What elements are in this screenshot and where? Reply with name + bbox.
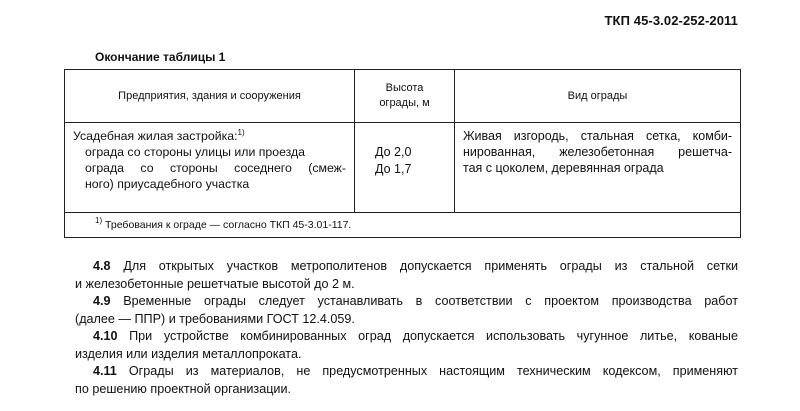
document-code: ТКП 45-3.02-252-2011 bbox=[604, 13, 738, 28]
header-fence-type: Вид ограды bbox=[455, 70, 741, 123]
clause-text: Временные ограды следует устанавливать в соответствии с проектом производства работ bbox=[123, 294, 739, 308]
footnote-mark: 1) bbox=[95, 216, 103, 225]
table-caption: Окончание таблицы 1 bbox=[95, 50, 226, 64]
fence-type-line1: Живая изгородь, стальная сетка, комби- bbox=[463, 129, 732, 143]
clause-4-8 bbox=[75, 258, 738, 293]
table-footnote bbox=[65, 213, 741, 238]
clause-number: 4.10 bbox=[93, 329, 118, 343]
table-header-row bbox=[65, 70, 741, 123]
clause-4-11-line1 bbox=[75, 363, 738, 381]
fence-table bbox=[64, 69, 740, 238]
clause-4-11-cont: по решению проектной организации. bbox=[75, 381, 291, 396]
row-neighbor-fence-cont: ного) приусадебного участка bbox=[85, 177, 250, 191]
clause-4-8-line1 bbox=[75, 258, 738, 276]
clause-number: 4.11 bbox=[93, 364, 117, 378]
table-footnote-row bbox=[65, 213, 741, 238]
height-neighbor: До 1,7 bbox=[375, 162, 412, 176]
clause-text: Для открытых участков метрополитенов допускается применять ограды из стальной сетки bbox=[123, 259, 739, 273]
header-height-line1: Высота bbox=[385, 82, 424, 94]
clause-4-9-cont: (далее — ППР) и требованиями ГОСТ 12.4.059. bbox=[75, 311, 355, 326]
clause-4-10 bbox=[75, 328, 738, 363]
clause-4-11 bbox=[75, 363, 738, 398]
clause-paragraphs bbox=[75, 258, 738, 398]
clause-4-9-line1 bbox=[75, 293, 738, 311]
row-title bbox=[73, 128, 348, 144]
header-height bbox=[355, 70, 455, 123]
clause-number: 4.9 bbox=[93, 294, 111, 308]
header-enterprises: Предприятия, здания и сооружения bbox=[65, 70, 355, 123]
cell-height bbox=[355, 123, 455, 213]
row-street-fence: ограда со стороны улицы или проезда bbox=[85, 145, 306, 159]
footnote-text: Требования к ограде — согласно ТКП 45-3.01-117. bbox=[105, 219, 352, 231]
table-row bbox=[65, 123, 741, 213]
row-title-text: Усадебная жилая застройка: bbox=[73, 129, 238, 143]
row-title-footnote-mark: 1) bbox=[237, 128, 245, 137]
fence-type-line3: тая с цоколем, деревянная ограда bbox=[463, 161, 664, 175]
height-street: До 2,0 bbox=[375, 145, 412, 159]
clause-4-8-cont: и железобетонные решетчатые высотой до 2 м. bbox=[75, 276, 355, 291]
header-height-line2: ограды, м bbox=[379, 97, 430, 109]
clause-text: При устройстве комбинированных оград допускается использовать чугунное литье, кованые bbox=[129, 329, 738, 343]
clause-text: Ограды из материалов, не предусмотренных настоящим техническим кодексом, применяют bbox=[128, 364, 738, 378]
fence-type-line2: нированная, железобетонная решетча- bbox=[463, 145, 732, 159]
clause-4-10-line1 bbox=[75, 328, 738, 346]
cell-fence-type bbox=[455, 123, 741, 213]
clause-4-9 bbox=[75, 293, 738, 328]
clause-number: 4.8 bbox=[93, 259, 111, 273]
cell-enterprise bbox=[65, 123, 355, 213]
row-neighbor-fence: ограда со стороны соседнего (смеж- bbox=[85, 161, 346, 175]
clause-4-10-cont: изделия или изделия металлопроката. bbox=[75, 346, 302, 361]
